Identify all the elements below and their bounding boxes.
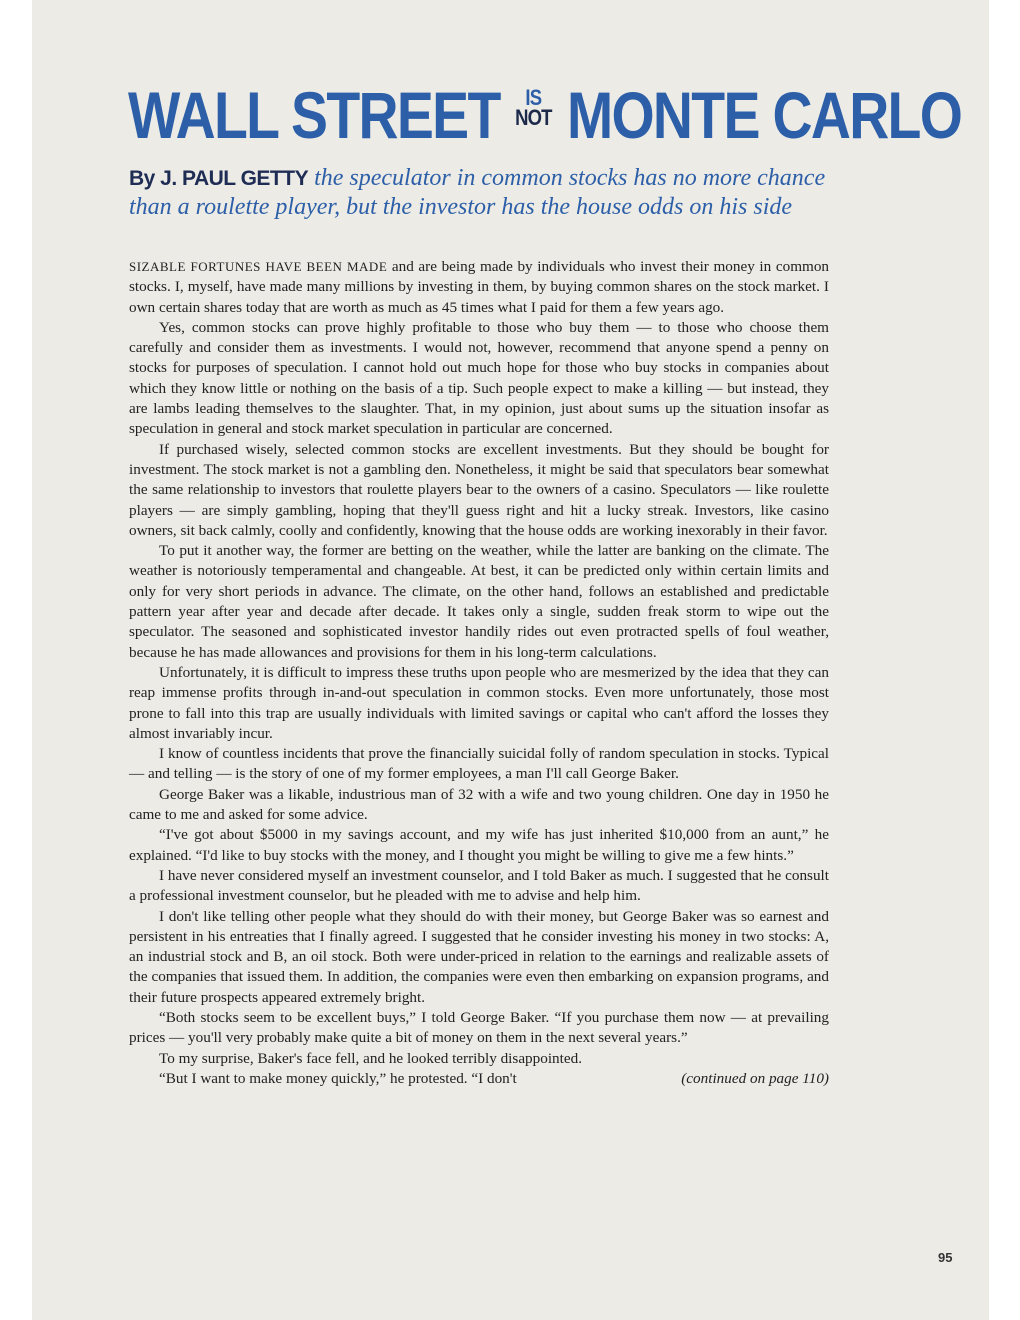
title-part-2: MONTE CARLO [566,78,962,152]
title-stack-bottom: NOT [515,105,552,130]
paragraph: Yes, common stocks can prove highly profitable to those who buy them — to those who choose them carefully and consider them as investments. I would not, however, recommend that anyone spend a penny on stocks for purposes of speculation. I cannot hold out much hope for those who buy stocks in companies about which they know little or nothing on the basis of a tip. Such people expect to make a killing — but instead, they are lambs leading themselves to the slaughter. That, in my opinion, just about sums up the situation insofar as speculation in general and stock market speculation in particular are concerned. [129,318,829,438]
paragraph: I know of countless incidents that prove the financially suicidal folly of random speculation in stocks. Typical — and telling — is the story of one of my former employees, a man I'll call George Baker. [129,745,829,783]
article-body [129,257,829,1089]
title-part-1: WALL STREET [128,78,500,152]
paragraph: “Both stocks seem to be excellent buys,” I told George Baker. “If you purchase them now — at prevailing prices — you'll very probably make quite a bit of money on them in the next several years.” [129,1008,829,1047]
paragraph: To put it another way, the former are betting on the weather, while the latter are banking on the climate. The weather is notoriously temperamental and changeable. At best, it can be predicted only within certain limits and only for very short periods in advance. The climate, on the other hand, follows an established and predictable pattern year after year and decade after decade. It takes only a single, sudden freak storm to wipe out the speculator. The seasoned and sophisticated investor handily rides out even protracted spells of foul weather, because he has made allowances and provisions for them in his long-term calculations. [129,542,829,661]
continued-note: (continued on page 110) [681,1069,829,1087]
lead-in: SIZABLE FORTUNES HAVE BEEN MADE [129,259,388,274]
title-stack-top: IS [525,85,542,110]
paragraph: If purchased wisely, selected common stocks are excellent investments. But they should be bought for investment. The stock market is not a gambling den. Nonetheless, it might be said that speculators bear somewhat the same relationship to investors that roulette players bear to the owners of a casino. Speculators — like roulette players — are simply gambling, hoping that they'll guess right and hit a lucky streak. Investors, like casino owners, sit back calmly, coolly and confidently, knowing that the house odds are working inexorably in their favor. [129,440,829,539]
paragraph: I don't like telling other people what they should do with their money, but George Baker was so earnest and persistent in his entreaties that I finally agreed. I suggested that he consider investing his money in two stocks: A, an industrial stock and B, an oil stock. Both were under-priced in relation to the earnings and realizable assets of the companies that issued them. In addition, the companies were even then embarking on expansion programs, and their future prospects appeared extremely bright. [129,907,829,1006]
paragraph: I have never considered myself an investment counselor, and I told Baker as much. I suggested that he consult a professional investment counselor, but he pleaded with me to advise and help him. [129,866,829,905]
byline-author: By J. PAUL GETTY [129,167,309,190]
paragraph [129,257,829,318]
byline [129,164,829,221]
page-number: 95 [938,1250,953,1265]
paragraph: Unfortunately, it is difficult to impress these truths upon people who are mesmerized by the idea that they can reap immense profits through in-and-out speculation in common stocks. Even more unfortunately, those most prone to fall into this trap are usually individuals with limited savings or capital who can't afford the losses they almost invariably incur. [129,663,829,742]
last-line-text: “But I want to make money quickly,” he protested. “I don't [159,1069,517,1087]
title-line [128,80,961,150]
article-title [128,78,962,152]
byline-deck: the speculator in common stocks has no more chance than a roulette player, but the investor has the house odds on his side [129,165,826,220]
paragraph: “I've got about $5000 in my savings account, and my wife has just inherited $10,000 from an aunt,” he explained. “I'd like to buy stocks with the money, and I thought you might be willing to give me a few hints.” [129,826,829,864]
paragraph-text: and are being made by individuals who invest their money in common stocks. I, myself, have made many millions by investing in them, by buying common shares on the stock market. I own certain shares today that are worth as much as 45 times what I paid for them a few years ago. [129,258,830,316]
title-stacked-words [515,85,552,130]
paragraph: To my surprise, Baker's face fell, and he looked terribly disappointed. [159,1049,583,1067]
last-paragraph [129,1069,829,1089]
paragraph: George Baker was a likable, industrious man of 32 with a wife and two young children. One day in 1950 he came to me and asked for some advice. [129,785,829,824]
